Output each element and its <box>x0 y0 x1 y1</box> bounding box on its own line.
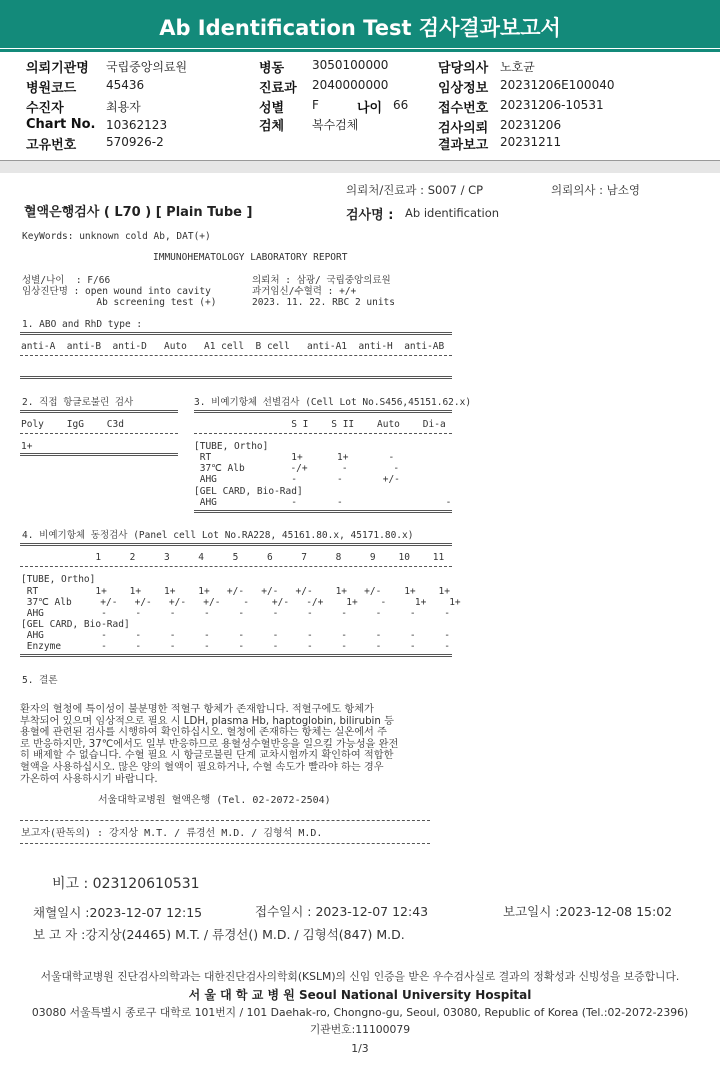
sex-age: 성별/나이 : F/66 <box>22 275 111 286</box>
label-ward: 병동 <box>259 61 285 76</box>
certification: 서울대학교병원 진단검사의학과는 대한진단검사의학회(KSLM)의 신임 인증을 받은 우수검사실로 결과의 정확성과 신빙성을 보증합니다. <box>40 970 680 983</box>
blood-bank-contact: 서울대학교병원 혈액은행 (Tel. 02-2072-2504) <box>98 795 331 806</box>
value-receipt-no: 20231206-10531 <box>500 98 604 112</box>
section-title: 혈액은행검사 ( L70 ) [ Plain Tube ] <box>24 205 253 220</box>
receive-time: 접수일시 : 2023-12-07 12:43 <box>255 904 429 919</box>
panel-row: 37℃ Alb +/- +/- +/- +/- - +/- -/+ 1+ - 1+ 1+ <box>21 597 461 608</box>
panel-row: [TUBE, Ortho] <box>21 574 96 585</box>
hospital-name: 서 울 대 학 교 병 원 Seoul National University Hospital <box>188 988 532 1002</box>
label-patient: 수진자 <box>26 101 64 116</box>
value-unique-no: 570926-2 <box>106 135 164 149</box>
label-specimen: 검체 <box>259 119 285 134</box>
screen-rule-mid <box>194 433 452 434</box>
value-institution: 국립중앙의료원 <box>106 60 188 74</box>
dat-header: Poly IgG C3d <box>21 419 124 430</box>
label-unique-no: 고유번호 <box>26 138 77 153</box>
label-physician: 담당의사 <box>438 61 489 76</box>
panel-row: RT 1+ 1+ 1+ 1+ +/- +/- +/- 1+ +/- 1+ 1+ <box>21 586 450 597</box>
dat-value: 1+ <box>21 441 33 452</box>
screen-rule-bottom <box>194 510 452 513</box>
value-report-date: 20231211 <box>500 135 562 149</box>
keywords: KeyWords: unknown cold Ab, DAT(+) <box>22 231 211 242</box>
label-department: 진료과 <box>259 81 297 96</box>
value-hospital-code: 45436 <box>106 78 145 92</box>
address: 03080 서울특별시 종로구 대학로 101번지 / 101 Daehak-ro, Chongno-gu, Seoul, 03080, Republic of Korea (Tel.:02-2072-2396) <box>31 1006 689 1019</box>
dat-rule-bottom <box>20 453 178 456</box>
conclusion-line: 환자의 혈청에 특이성이 불분명한 적혈구 항체가 존재합니다. 적혈구에도 항체가 <box>20 704 374 715</box>
label-request-date: 검사의뢰 <box>438 121 489 136</box>
abo-header: anti-A anti-B anti-D Auto A1 cell B cell anti-A1 anti-H anti-AB <box>21 341 445 352</box>
value-sex: F <box>312 98 319 112</box>
test-name-label: 검사명 : <box>346 208 394 223</box>
screen-row: RT 1+ 1+ - <box>194 452 395 463</box>
institution-number: 기관번호:11100079 <box>309 1023 411 1036</box>
panel-rule-bottom <box>20 654 452 657</box>
screen-header: S I S II Auto Di-a <box>194 419 446 430</box>
screen-row: [GEL CARD, Bio-Rad] <box>194 486 303 497</box>
requesting-doctor: 의뢰의사 : 남소영 <box>551 183 640 197</box>
value-clinical-info: 20231206E100040 <box>500 78 615 92</box>
rbc-transfusion: 2023. 11. 22. RBC 2 units <box>252 297 395 308</box>
panel-rule-mid <box>20 566 452 567</box>
collect-time: 채혈일시 :2023-12-07 12:15 <box>33 905 203 920</box>
abo-rule-top <box>20 332 452 335</box>
screen-title: 3. 비예기항체 선별검사 (Cell Lot No.S456,45151.62.x) <box>194 397 472 408</box>
abo-title: 1. ABO and RhD type : <box>22 319 143 330</box>
conclusion-line: 로 반응하지만, 37℃에서도 일부 반응하므로 용혈성수혈반응을 일으킬 가능성을 완전 <box>20 738 399 750</box>
label-clinical-info: 임상정보 <box>438 81 489 96</box>
panel-row: AHG - - - - - - - - - - - <box>21 630 450 641</box>
patient-header <box>0 52 720 162</box>
screen-row: AHG - - - <box>194 497 452 508</box>
value-patient: 최용자 <box>106 100 141 114</box>
screen-row: AHG - - +/- <box>194 474 400 485</box>
dat-rule-mid <box>20 433 178 434</box>
value-physician: 노호균 <box>500 60 535 74</box>
screen-row: [TUBE, Ortho] <box>194 441 269 452</box>
history: 과거임신/수혈력 : +/+ <box>252 286 357 297</box>
abo-rule-mid <box>20 355 452 356</box>
conclusion-line: 부착되어 있으며 임상적으로 필요 시 LDH, plasma Hb, haptoglobin, bilirubin 등 <box>20 715 394 727</box>
reporter-rule-top <box>20 820 430 821</box>
panel-title: 4. 비예기항체 동정검사 (Panel cell Lot No.RA228, 45161.80.x, 45171.80.x) <box>22 530 414 541</box>
report-title: Ab Identification Test 검사결과보고서 <box>0 0 720 48</box>
requester: 의뢰처 : 삼광/ 국립중앙의료원 <box>252 275 391 286</box>
remark: 비고 : 023120610531 <box>52 876 200 892</box>
conclusion-line: 가온하여 사용하시기 바랍니다. <box>20 773 158 785</box>
label-hospital-code: 병원코드 <box>26 81 77 96</box>
conclusion-line: 히 배제할 수 없습니다. 수혈 필요 시 항글로불린 단계 교차시험까지 확인하여 적합한 <box>20 750 394 762</box>
value-age: 66 <box>393 98 409 112</box>
dat-rule-top <box>20 410 178 413</box>
conclusion-title: 5. 결론 <box>22 675 58 686</box>
screen-rule-top <box>194 410 452 413</box>
abo-rule-bottom <box>20 376 452 379</box>
value-chart-no: 10362123 <box>106 118 168 132</box>
diagnosis-1: 임상진단명 : open wound into cavity <box>22 286 211 297</box>
label-report-date: 결과보고 <box>438 138 489 153</box>
panel-row: AHG - - - - - - - - - - - <box>21 608 450 619</box>
conclusion-line: 혈액을 사용하십시오. 많은 양의 혈액이 필요하거나, 수혈 속도가 빨라야 하는 경우 <box>20 761 384 773</box>
page-number: 1/3 <box>351 1042 369 1055</box>
label-chart-no: Chart No. <box>26 117 96 132</box>
dat-title: 2. 직접 항글로불린 검사 <box>22 397 134 408</box>
header-separator <box>0 160 720 173</box>
panel-header: 1 2 3 4 5 6 7 8 9 10 11 <box>21 552 445 563</box>
value-ward: 3050100000 <box>312 58 389 72</box>
report-reporters: 보고자(판독의) : 강지상 M.T. / 류경선 M.D. / 김형석 M.D. <box>21 828 323 839</box>
value-specimen: 복수검체 <box>312 118 359 132</box>
value-department: 2040000000 <box>312 78 389 92</box>
dept-info: 의뢰처/진료과 : S007 / CP <box>346 183 484 197</box>
panel-row: Enzyme - - - - - - - - - - - <box>21 641 450 652</box>
lab-report-title: IMMUNOHEMATOLOGY LABORATORY REPORT <box>153 252 348 263</box>
conclusion-line: 용혈에 관련된 검사를 시행하여 확인하십시오. 혈청에 존재하는 항체는 실온에서 주 <box>20 727 387 739</box>
panel-row: [GEL CARD, Bio-Rad] <box>21 619 130 630</box>
label-receipt-no: 접수번호 <box>438 101 489 116</box>
label-age: 나이 <box>357 101 383 116</box>
conclusion-text <box>20 704 460 785</box>
label-institution: 의뢰기관명 <box>26 61 89 76</box>
footer-reporters: 보 고 자 :강지상(24465) M.T. / 류경선() M.D. / 김형석(847) M.D. <box>33 927 405 942</box>
test-name-value: Ab identification <box>405 206 500 220</box>
reporter-rule-bottom <box>20 843 430 844</box>
diagnosis-2: Ab screening test (+) <box>22 297 217 308</box>
label-sex: 성별 <box>259 101 285 116</box>
report-time: 보고일시 :2023-12-08 15:02 <box>503 904 673 919</box>
value-request-date: 20231206 <box>500 118 562 132</box>
screen-row: 37℃ Alb -/+ - - <box>194 463 400 474</box>
panel-rule-top <box>20 543 452 546</box>
